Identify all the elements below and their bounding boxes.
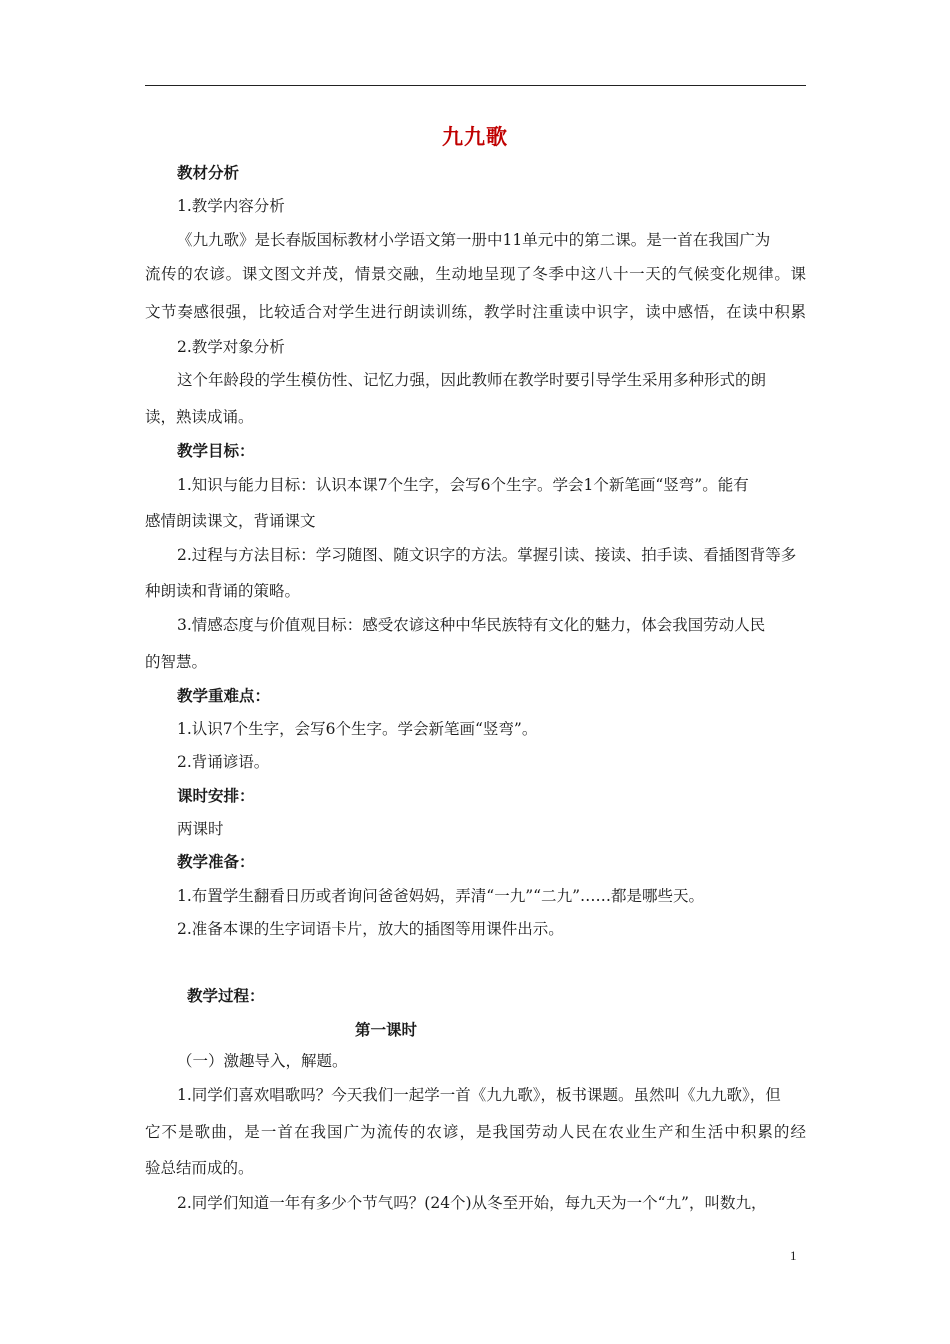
paragraph-line: （一）激趣导入，解题。 xyxy=(177,1052,348,1070)
paragraph-line: 这个年龄段的学生模仿性、记忆力强，因此教师在教学时要引导学生采用多种形式的朗 xyxy=(177,371,767,389)
paragraph-line: 感情朗读课文，背诵课文 xyxy=(145,512,316,530)
paragraph-line: 读，熟读成诵。 xyxy=(145,408,254,426)
paragraph-line: 它不是歌曲，是一首在我国广为流传的农谚，是我国劳动人民在农业生产和生活中积累的经 xyxy=(145,1123,806,1141)
paragraph-line: 流传的农谚。课文图文并茂，情景交融，生动地呈现了冬季中这八十一天的气候变化规律。课 xyxy=(145,265,806,283)
heading-lesson-one: 第一课时 xyxy=(355,1020,418,1039)
subheading-student-analysis: 2.教学对象分析 xyxy=(177,338,285,356)
paragraph-line: 3.情感态度与价值观目标：感受农谚这种中华民族特有文化的魅力，体会我国劳动人民 xyxy=(177,616,766,634)
paragraph-line: 2.背诵谚语。 xyxy=(177,753,270,771)
paragraph-line: 2.准备本课的生字词语卡片，放大的插图等用课件出示。 xyxy=(177,920,564,938)
paragraph-line: 种朗读和背诵的策略。 xyxy=(145,582,301,600)
heading-preparation: 教学准备： xyxy=(177,852,255,871)
paragraph-line: 的智慧。 xyxy=(145,653,208,671)
paragraph-line: 《九九歌》是长春版国标教材小学语文第一册中11单元中的第二课。是一首在我国广为 xyxy=(177,231,771,249)
paragraph-line: 1.同学们喜欢唱歌吗？今天我们一起学一首《九九歌》，板书课题。虽然叫《九九歌》，但 xyxy=(177,1086,781,1104)
heading-class-hours: 课时安排： xyxy=(177,786,255,805)
heading-teaching-process: 教学过程： xyxy=(187,986,265,1005)
heading-teaching-goals: 教学目标： xyxy=(177,441,255,460)
paragraph-line: 1.认识7个生字，会写6个生字。学会新笔画“竖弯”。 xyxy=(177,720,538,738)
document-title: 九九歌 xyxy=(442,124,508,149)
header-rule xyxy=(145,85,806,86)
paragraph-line: 1.布置学生翻看日历或者询问爸爸妈妈，弄清“一九”“二九”……都是哪些天。 xyxy=(177,887,704,905)
heading-key-points: 教学重难点： xyxy=(177,686,271,705)
paragraph-line: 2.过程与方法目标：学习随图、随文识字的方法。掌握引读、接读、拍手读、看插图背等多 xyxy=(177,546,797,564)
page-number: 1 xyxy=(790,1248,797,1263)
paragraph-line: 两课时 xyxy=(177,820,224,838)
subheading-content-analysis: 1.教学内容分析 xyxy=(177,197,285,215)
paragraph-line: 2.同学们知道一年有多少个节气吗？(24个)从冬至开始，每九天为一个“九”，叫数九， xyxy=(177,1194,767,1212)
paragraph-line: 文节奏感很强，比较适合对学生进行朗读训练，教学时注重读中识字，读中感悟，在读中积累 xyxy=(145,303,806,321)
paragraph-line: 1.知识与能力目标：认识本课7个生字，会写6个生字。学会1个新笔画“竖弯”。能有 xyxy=(177,476,749,494)
paragraph-line: 验总结而成的。 xyxy=(145,1159,254,1177)
heading-material-analysis: 教材分析 xyxy=(177,163,240,182)
